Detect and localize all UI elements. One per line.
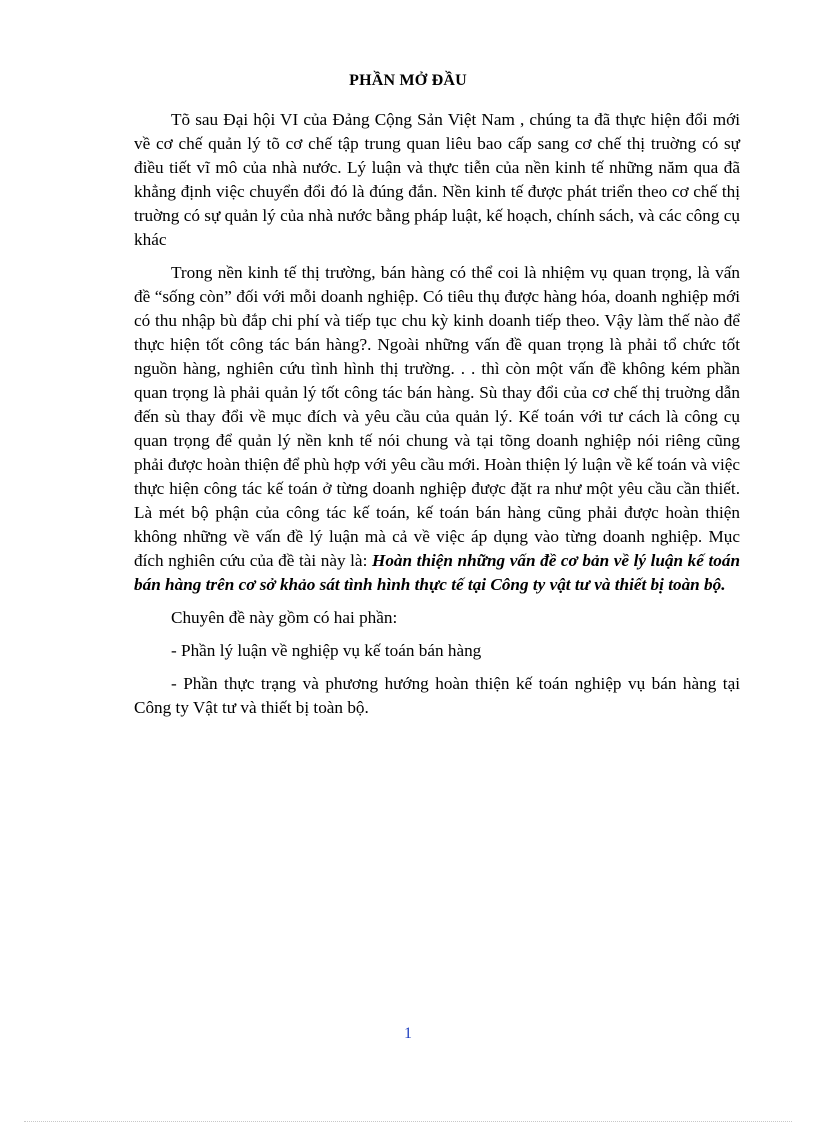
paragraph-sales-accounting xyxy=(134,261,740,597)
paragraph-text: - Phần lý luận về nghiệp vụ kế toán bán hàng xyxy=(171,641,482,660)
paragraph-text: Trong nền kinh tế thị trường, bán hàng có thể coi là nhiệm vụ quan trọng, là vấn đề “sống còn” đối với mỗi doanh nghiệp. Có tiêu thụ được hàng hóa, doanh nghiệp mới có thu nhập bù đắp chi phí và tiếp tục chu kỳ kinh doanh tiếp theo. Vậy làm thế nào để thực hiện tốt công tác bán hàng?. Ngoài những vấn đề quan trọng là phải tổ chức tốt nguồn hàng, nghiên cứu tình hình thị trường. . . thì còn một vấn đề không kém phần quan trọng là phải quản lý tốt công tác bán hàng. Sù thay đổi của cơ chế thị truờng dẫn đến sù thay đổi về mục đích và yêu cầu của quản lý. Kế toán với tư cách là công cụ quan trọng để quản lý nền knh tế nói chung và tại tõng doanh nghiệp nói riêng cũng phải được hoàn thiện để phù hợp với yêu cầu mới. Hoàn thiện lý luận về kế toán và việc thực hiện công tác kế toán ở từng doanh nghiệp được đặt ra như một yêu cầu cần thiết. Là mét bộ phận của công tác kế toán, kế toán bán hàng cũng phải được hoàn thiện không những về vấn đề lý luận mà cả về việc áp dụng vào từng doanh nghiệp. Mục đích nghiên cứu của đề tài này là: xyxy=(134,263,741,570)
paragraph-intro xyxy=(134,108,740,252)
page-bottom-edge xyxy=(24,1121,792,1122)
document-body xyxy=(134,108,740,729)
page-number: 1 xyxy=(404,1025,412,1042)
list-item-part-two xyxy=(134,672,740,720)
paragraph-text: Chuyên đề này gồm có hai phần: xyxy=(171,608,398,627)
paragraph-text: - Phần thực trạng và phương hướng hoàn thiện kế toán nghiệp vụ bán hàng tại Công ty Vật tư và thiết bị toàn bộ. xyxy=(134,674,740,717)
paragraph-text: Tõ sau Đại hội VI của Đảng Cộng Sản Việt Nam , chúng ta đã thực hiện đổi mới về cơ chế quản lý tõ cơ chế tập trung quan liêu bao cấp sang cơ chế thị truờng có sự điều tiết vĩ mô của nhà nước. Lý luận và thực tiễn của nền kinh tế những năm qua đã khẳng định việc chuyển đổi đó là đúng đắn. Nền kinh tế được phát triển theo cơ chế thị truờng có sự quản lý của nhà nước bằng pháp luật, kế hoạch, chính sách, và các công cụ khác xyxy=(134,110,740,249)
research-objective-emphasis: Hoàn thiện những vấn đề cơ bản về lý luận kế toán bán hàng trên cơ sở khảo sát tình hình thực tế tại Công ty vật tư và thiết bị toàn bộ. xyxy=(134,551,741,594)
document-title: PHẦN MỞ ĐẦU xyxy=(349,72,467,89)
list-item-part-one xyxy=(134,639,740,663)
paragraph-structure xyxy=(134,606,740,630)
